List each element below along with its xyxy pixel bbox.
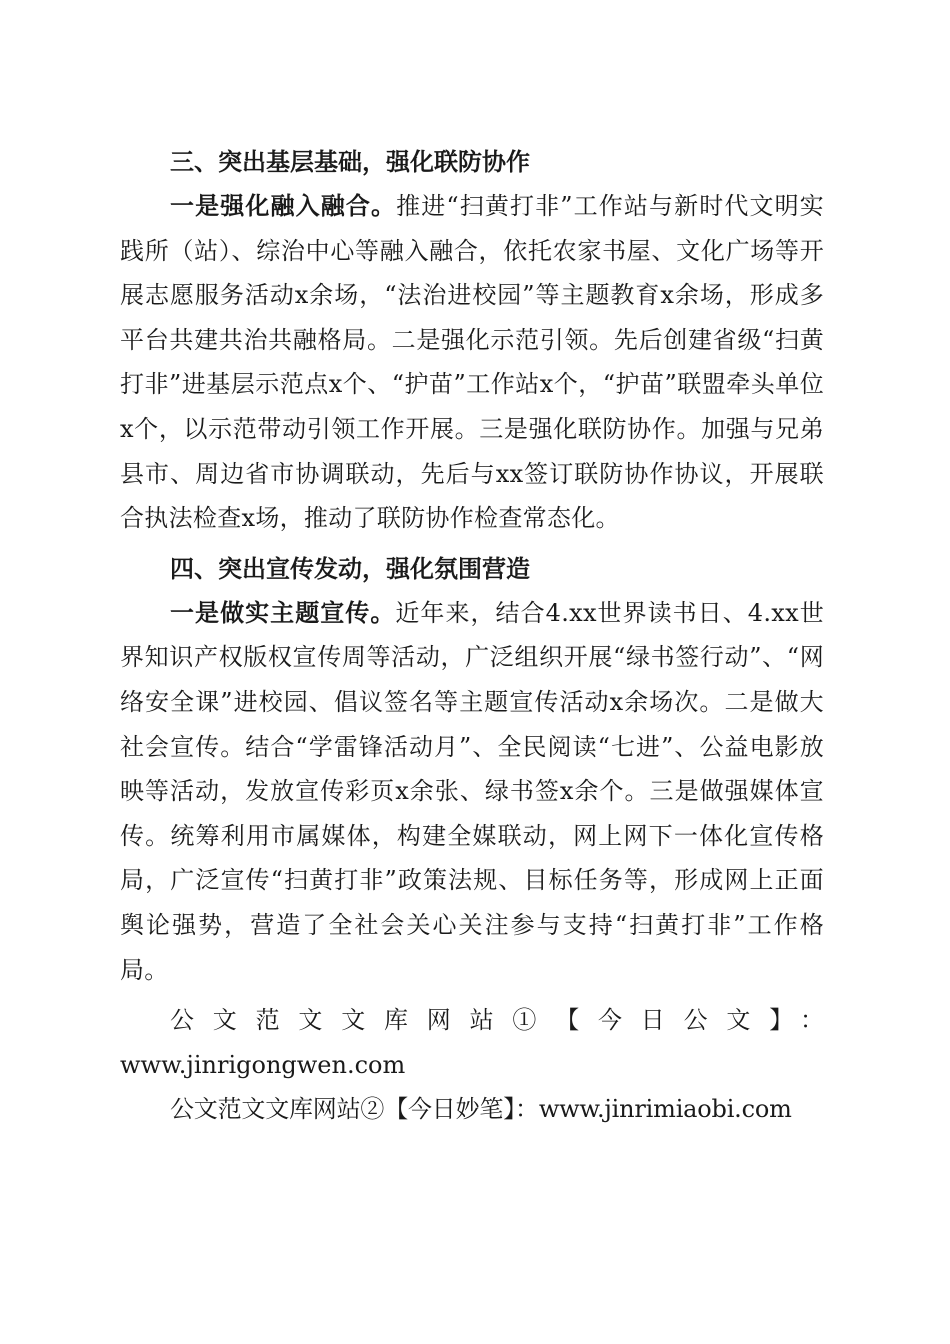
section-3-body: 推进“扫黄打非”工作站与新时代文明实践所（站）、综治中心等融入融合，依托农家书屋、文化广场等开展志愿服务活动x余场，“法治进校园”等主题教育x余场，形成多平台共建共治共融格局。二是强化示范引领。先后创建省级“扫黄打非”进基层示范点x个、“护苗”工作站x个，“护苗”联盟牵头单位x个，以示范带动引领工作开展。三是强化联防协作。加强与兄弟县市、周边省市协调联动，先后与xx签订联防协作协议，开展联合执法检查x场，推动了联防协作检查常态化。 xyxy=(120,192,825,533)
footer-ref-2-label: 公文范文文库网站②【今日妙笔】： xyxy=(170,1095,539,1124)
footer-ref-1-url[interactable]: www.jinrigongwen.com xyxy=(120,1050,406,1079)
section-3-heading: 三、突出基层基础，强化联防协作 xyxy=(170,148,530,176)
section-3-paragraph xyxy=(120,184,824,541)
section-4-paragraph xyxy=(120,591,824,992)
section-4-heading: 四、突出宣传发动，强化氛围营造 xyxy=(170,554,530,583)
footer-ref-1-label: 公文范文文库网站①【今日公文】： xyxy=(170,1006,824,1035)
section-4-body: 近年来，结合4.xx世界读书日、4.xx世界知识产权版权宣传周等活动，广泛组织开展“绿书签行动”、“网络安全课”进校园、倡议签名等主题宣传活动x余场次。二是做大社会宣传。结合“学雷锋活动月”、全民阅读“七进”、公益电影放映等活动，发放宣传彩页x余张、绿书签x余个。三是做强媒体宣传。统筹利用市属媒体，构建全媒联动，网上网下一体化宣传格局，广泛宣传“扫黄打非”政策法规、目标任务等，形成网上正面舆论强势，营造了全社会关心关注参与支持“扫黄打非”工作格局。 xyxy=(120,598,824,984)
section-4-lead: 一是做实主题宣传。 xyxy=(170,597,396,627)
section-3-lead: 一是强化融入融合。 xyxy=(170,191,397,220)
footer-ref-2 xyxy=(120,1087,824,1132)
footer-ref-2-url[interactable]: www.jinrimiaobi.com xyxy=(538,1095,792,1124)
document-body xyxy=(120,140,824,1132)
